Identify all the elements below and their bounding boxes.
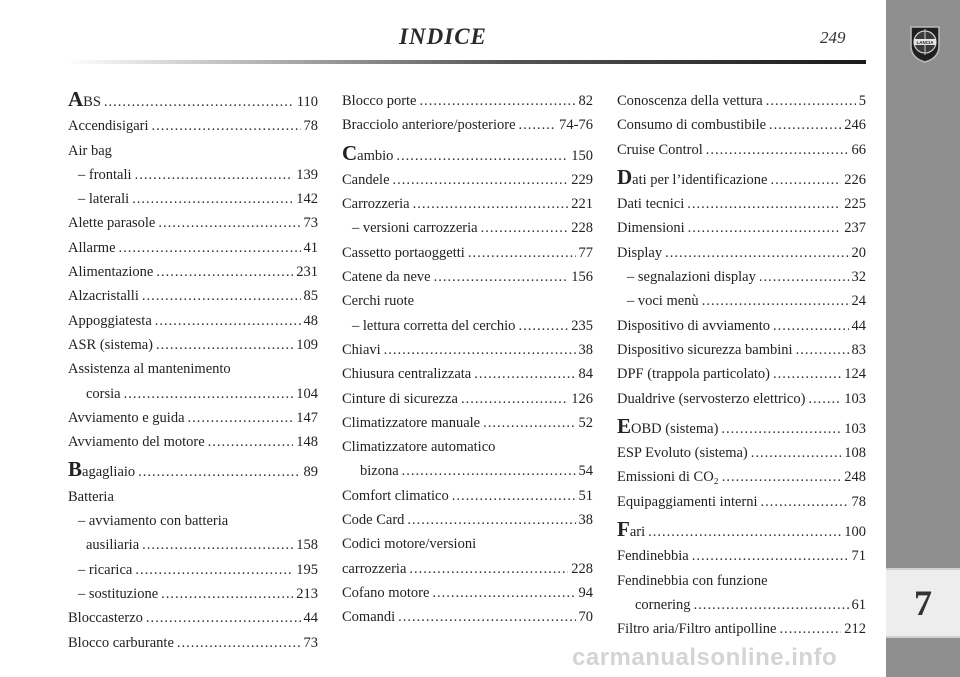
index-page-number[interactable]: 85 <box>303 288 318 305</box>
index-entry <box>617 441 866 465</box>
index-entry-label: – frontali <box>78 166 132 183</box>
index-heading: Air bag <box>68 142 112 159</box>
index-entry <box>68 382 318 406</box>
index-entry-label: corsia <box>86 385 121 402</box>
index-page-number[interactable]: 44 <box>303 610 318 627</box>
index-page-number[interactable]: 110 <box>296 94 318 110</box>
index-entry <box>342 459 593 483</box>
dot-leader <box>384 338 576 362</box>
index-entry-label: Alzacristalli <box>68 288 139 305</box>
index-entry-label: bizona <box>360 463 399 480</box>
index-entry-label: Appoggiatesta <box>68 312 152 329</box>
index-entry-label: Equipaggiamenti interni <box>617 493 758 510</box>
index-page-number[interactable]: 48 <box>303 312 318 329</box>
index-entry <box>617 241 866 265</box>
index-entry-label: Carrozzeria <box>342 196 410 213</box>
index-entry-label: – sostituzione <box>78 585 159 602</box>
index-heading: Batteria <box>68 488 114 505</box>
index-entry-label: Cruise Control <box>617 141 703 158</box>
index-heading: Codici motore/versioni <box>342 536 477 553</box>
index-entry <box>617 89 866 113</box>
dot-leader <box>142 284 301 308</box>
index-entry <box>68 114 318 138</box>
dot-leader <box>132 187 293 211</box>
index-page-number[interactable]: 71 <box>851 548 866 565</box>
index-entry-label: Cinture di sicurezza <box>342 390 458 407</box>
index-entry-label: Bracciolo anteriore/posteriore <box>342 117 516 134</box>
dot-leader <box>779 617 841 641</box>
lancia-logo-icon <box>907 24 943 64</box>
index-page-number[interactable]: 52 <box>578 414 593 431</box>
index-letter-entry <box>617 164 866 192</box>
index-page-number[interactable]: 246 <box>844 117 866 134</box>
index-page-number[interactable]: 156 <box>571 269 593 286</box>
index-entry <box>68 284 318 308</box>
index-entry <box>617 617 866 641</box>
index-entry <box>68 430 318 454</box>
index-entry-label: Dispositivo sicurezza bambini <box>617 341 793 358</box>
dot-leader <box>398 605 575 629</box>
index-entry-label: Comandi <box>342 609 396 626</box>
dot-leader <box>766 89 856 113</box>
logo-text: LANCIA <box>916 40 934 45</box>
dot-leader <box>407 508 575 532</box>
index-entry-label: OBD (sistema) <box>631 420 719 437</box>
dot-leader <box>146 606 301 630</box>
dot-leader <box>796 338 849 362</box>
dot-leader <box>208 430 294 454</box>
index-entry-label: BS <box>83 94 101 110</box>
index-page-number[interactable]: 228 <box>571 220 593 237</box>
index-entry-label: Chiavi <box>342 341 381 358</box>
index-entry-label: Catene da neve <box>342 269 431 286</box>
index-column-3 <box>617 89 866 642</box>
index-entry <box>68 533 318 557</box>
index-page-number[interactable]: 108 <box>844 445 866 462</box>
index-entry-label: Alette parasole <box>68 215 156 232</box>
index-entry <box>342 113 593 137</box>
dot-leader <box>468 241 576 265</box>
index-page-number[interactable]: 89 <box>303 464 318 481</box>
dot-leader <box>692 544 849 568</box>
dot-leader <box>156 260 293 284</box>
index-letter: D <box>617 164 633 189</box>
index-entry-label: Dualdrive (servosterzo elettrico) <box>617 390 806 407</box>
index-entry <box>342 581 593 605</box>
dot-leader <box>773 362 841 386</box>
dot-leader <box>188 406 294 430</box>
index-entry <box>342 168 593 192</box>
index-entry <box>342 411 593 435</box>
dot-leader <box>177 631 301 655</box>
index-entry-label: Bloccasterzo <box>68 610 143 627</box>
index-entry <box>342 605 593 629</box>
dot-leader <box>702 289 849 313</box>
dot-leader <box>761 490 849 514</box>
dot-leader <box>519 113 557 137</box>
index-entry-label: – laterali <box>78 191 130 208</box>
dot-leader <box>135 558 293 582</box>
index-entry-label: Dispositivo di avviamento <box>617 317 771 334</box>
index-letter-entry <box>617 519 866 544</box>
index-entry-label: Alimentazione <box>68 264 154 281</box>
dot-leader <box>409 557 568 581</box>
index-entry-label: ausiliaria <box>86 537 140 554</box>
dot-leader <box>694 593 849 617</box>
page-number: 249 <box>820 28 846 47</box>
index-letter: C <box>342 140 358 165</box>
dot-leader <box>413 192 569 216</box>
index-letter: E <box>617 413 632 438</box>
index-entry <box>342 314 593 338</box>
dot-leader <box>155 309 301 333</box>
index-entry <box>68 631 318 655</box>
index-page-number[interactable]: 73 <box>303 634 318 651</box>
index-entry <box>68 582 318 606</box>
index-page-number[interactable]: 84 <box>578 366 593 383</box>
index-entry-label: – ricarica <box>78 561 133 578</box>
index-entry-label: – voci menù <box>627 293 699 310</box>
dot-leader <box>124 382 294 406</box>
index-entry <box>617 387 866 411</box>
watermark: carmanualsonline.info <box>572 644 838 671</box>
index-entry-label: – segnalazioni display <box>627 269 756 286</box>
index-entry <box>342 216 593 240</box>
index-page-number[interactable]: 38 <box>578 341 593 358</box>
page-title: INDICE <box>399 24 487 49</box>
index-page-number[interactable]: 61 <box>851 596 866 613</box>
index-entry-label: Conoscenza della vettura <box>617 93 763 109</box>
index-entry-label: Display <box>617 244 663 261</box>
index-entry <box>68 187 318 211</box>
index-page-number[interactable]: 103 <box>844 420 866 437</box>
chapter-tab[interactable]: 7 <box>886 568 960 638</box>
index-letter-entry <box>342 140 593 168</box>
index-entry-label: Filtro aria/Filtro antipolline <box>617 621 777 638</box>
index-letter-entry <box>68 89 318 114</box>
dot-leader <box>721 417 841 441</box>
index-page-number[interactable]: 226 <box>844 171 866 188</box>
index-heading: – avviamento con batteria <box>78 513 229 530</box>
index-entry-label: DPF (trappola particolato) <box>617 366 771 383</box>
index-entry-label: ati per l’identificazione <box>632 171 768 188</box>
index-entry <box>68 309 318 333</box>
index-page-number[interactable]: 235 <box>571 317 593 334</box>
index-entry-label: – lettura corretta del cerchio <box>352 317 516 334</box>
dot-leader <box>648 520 841 544</box>
index-page-number[interactable]: 51 <box>578 487 593 504</box>
index-page-number[interactable]: 5 <box>858 93 866 109</box>
index-page-number[interactable]: 124 <box>844 366 866 383</box>
index-entry <box>617 490 866 514</box>
index-entry <box>342 362 593 386</box>
dot-leader <box>688 216 842 240</box>
index-page-number[interactable]: 126 <box>571 390 593 407</box>
index-entry-label: ambio <box>357 147 394 164</box>
index-entry-label: Candele <box>342 171 390 188</box>
dot-leader <box>135 163 294 187</box>
index-page-number[interactable]: 77 <box>578 244 593 261</box>
index-entry <box>617 216 866 240</box>
index-page-number[interactable]: 212 <box>844 621 866 638</box>
index-letter-entry <box>68 459 318 484</box>
index-page-number[interactable]: 103 <box>844 390 866 407</box>
index-entry <box>68 333 318 357</box>
index-entry <box>617 465 866 489</box>
index-page-number[interactable]: 221 <box>571 196 593 213</box>
index-entry <box>342 338 593 362</box>
index-entry <box>68 236 318 260</box>
index-page-number[interactable]: 148 <box>296 434 318 451</box>
dot-leader <box>152 114 301 138</box>
index-page-number[interactable]: 70 <box>578 609 593 626</box>
index-entry-label: Avviamento del motore <box>68 434 205 451</box>
index-page-number[interactable]: 78 <box>851 493 866 510</box>
index-page-number[interactable]: 150 <box>571 147 593 164</box>
dot-leader <box>119 236 301 260</box>
index-entry-label: agagliaio <box>82 464 136 481</box>
header-rule <box>66 60 866 64</box>
index-entry <box>68 211 318 235</box>
index-entry-label: Consumo di combustibile <box>617 117 767 134</box>
index-letter: F <box>617 517 630 542</box>
dot-leader <box>518 314 568 338</box>
index-entry <box>617 138 866 162</box>
index-entry <box>68 163 318 187</box>
index-entry-label: Blocco porte <box>342 93 417 109</box>
index-entry <box>342 508 593 532</box>
index-page-number[interactable]: 83 <box>851 341 866 358</box>
index-entry <box>342 265 593 289</box>
index-page-number[interactable]: 237 <box>844 220 866 237</box>
dot-leader <box>474 362 575 386</box>
index-entry <box>617 544 866 568</box>
index-entry <box>617 314 866 338</box>
dot-leader <box>759 265 849 289</box>
dot-leader <box>393 168 569 192</box>
dot-leader <box>808 387 841 411</box>
dot-leader <box>138 460 300 484</box>
index-entry <box>617 289 866 313</box>
index-entry <box>342 484 593 508</box>
index-page-number[interactable]: 229 <box>571 171 593 188</box>
index-heading: Fendinebbia con funzione <box>617 572 768 589</box>
dot-leader <box>161 582 293 606</box>
index-entry <box>617 338 866 362</box>
index-page-number[interactable]: 228 <box>571 560 593 577</box>
dot-leader <box>461 387 568 411</box>
index-entry-label: cornering <box>635 596 691 613</box>
index-column-2 <box>342 89 593 630</box>
index-page-number[interactable]: 142 <box>296 191 318 208</box>
index-page-number[interactable]: 213 <box>296 585 318 602</box>
index-page-number[interactable]: 24 <box>851 293 866 310</box>
index-page-number[interactable]: 32 <box>851 269 866 286</box>
dot-leader <box>722 465 842 489</box>
index-page-number[interactable]: 195 <box>296 561 318 578</box>
index-entry-label: Accendisigari <box>68 118 149 135</box>
index-entry <box>342 192 593 216</box>
index-page-number[interactable]: 248 <box>844 469 866 486</box>
index-entry <box>617 192 866 216</box>
index-entry-label: Dimensioni <box>617 220 685 237</box>
dot-leader <box>434 265 569 289</box>
index-entry-label: Avviamento e guida <box>68 409 185 426</box>
index-entry <box>342 241 593 265</box>
dot-leader <box>142 533 293 557</box>
index-letter: A <box>68 87 84 111</box>
dot-leader <box>452 484 576 508</box>
index-entry <box>342 557 593 581</box>
index-entry-label: carrozzeria <box>342 560 407 577</box>
index-entry-label: Cofano motore <box>342 584 430 601</box>
dot-leader <box>158 211 300 235</box>
index-page-number[interactable]: 44 <box>851 317 866 334</box>
index-page-number[interactable]: 54 <box>578 463 593 480</box>
index-entry-label: ESP Evoluto (sistema) <box>617 445 748 462</box>
index-entry-label: Blocco carburante <box>68 634 174 651</box>
index-entry <box>617 113 866 137</box>
dot-leader <box>104 90 294 114</box>
dot-leader <box>396 144 568 168</box>
index-page-number[interactable]: 109 <box>296 336 318 353</box>
index-page-number[interactable]: 66 <box>851 141 866 158</box>
index-entry-label: Climatizzatore manuale <box>342 414 481 431</box>
dot-leader <box>769 113 841 137</box>
index-entry <box>68 406 318 430</box>
index-page-number[interactable]: 41 <box>303 239 318 256</box>
index-entry-label: Dati tecnici <box>617 196 685 213</box>
index-page-number[interactable]: 231 <box>296 264 318 281</box>
index-heading: Climatizzatore automatico <box>342 439 496 456</box>
dot-leader <box>773 314 848 338</box>
dot-leader <box>402 459 576 483</box>
dot-leader <box>483 411 575 435</box>
dot-leader <box>751 441 841 465</box>
index-entry <box>68 260 318 284</box>
index-page-number[interactable]: 73 <box>303 215 318 232</box>
index-page-number[interactable]: 147 <box>296 409 318 426</box>
index-page-number[interactable]: 100 <box>844 524 866 541</box>
index-entry-label: ASR (sistema) <box>68 336 153 353</box>
index-entry <box>617 593 866 617</box>
dot-leader <box>770 168 841 192</box>
index-entry <box>68 558 318 582</box>
dot-leader <box>706 138 849 162</box>
index-entry-label: Cassetto portaoggetti <box>342 244 465 261</box>
index-page-number[interactable]: 78 <box>303 118 318 135</box>
index-entry-label: Comfort climatico <box>342 487 449 504</box>
dot-leader <box>665 241 848 265</box>
dot-leader <box>156 333 293 357</box>
index-page-number[interactable]: 104 <box>296 385 318 402</box>
index-entry <box>342 89 593 113</box>
index-entry <box>617 265 866 289</box>
index-entry-label: Allarme <box>68 239 116 256</box>
index-page-number[interactable]: 94 <box>578 584 593 601</box>
index-entry-label: Code Card <box>342 512 405 529</box>
index-entry <box>617 362 866 386</box>
index-page-number[interactable]: 38 <box>578 512 593 529</box>
index-entry-label: Chiusura centralizzata <box>342 366 472 383</box>
dot-leader <box>420 89 576 113</box>
index-letter-entry <box>617 413 866 441</box>
index-entry-label: – versioni carrozzeria <box>352 220 478 237</box>
index-heading: Cerchi ruote <box>342 293 415 310</box>
index-heading: Assistenza al mantenimento <box>68 361 231 378</box>
index-letter: B <box>68 457 83 482</box>
index-entry-label: ari <box>629 524 646 541</box>
dot-leader <box>481 216 569 240</box>
dot-leader <box>432 581 575 605</box>
index-page-number[interactable]: 225 <box>844 196 866 213</box>
index-entry-label: Emissioni di CO₂ <box>617 469 719 486</box>
index-entry <box>68 606 318 630</box>
index-page-number[interactable]: 82 <box>578 93 593 109</box>
index-page-number[interactable]: 139 <box>296 166 318 183</box>
index-column-1 <box>68 89 318 655</box>
dot-leader <box>687 192 841 216</box>
index-page-number[interactable]: 74-76 <box>559 117 593 134</box>
index-page-number[interactable]: 20 <box>851 244 866 261</box>
index-entry <box>342 387 593 411</box>
index-page-number[interactable]: 158 <box>296 537 318 554</box>
index-entry-label: Fendinebbia <box>617 548 689 565</box>
